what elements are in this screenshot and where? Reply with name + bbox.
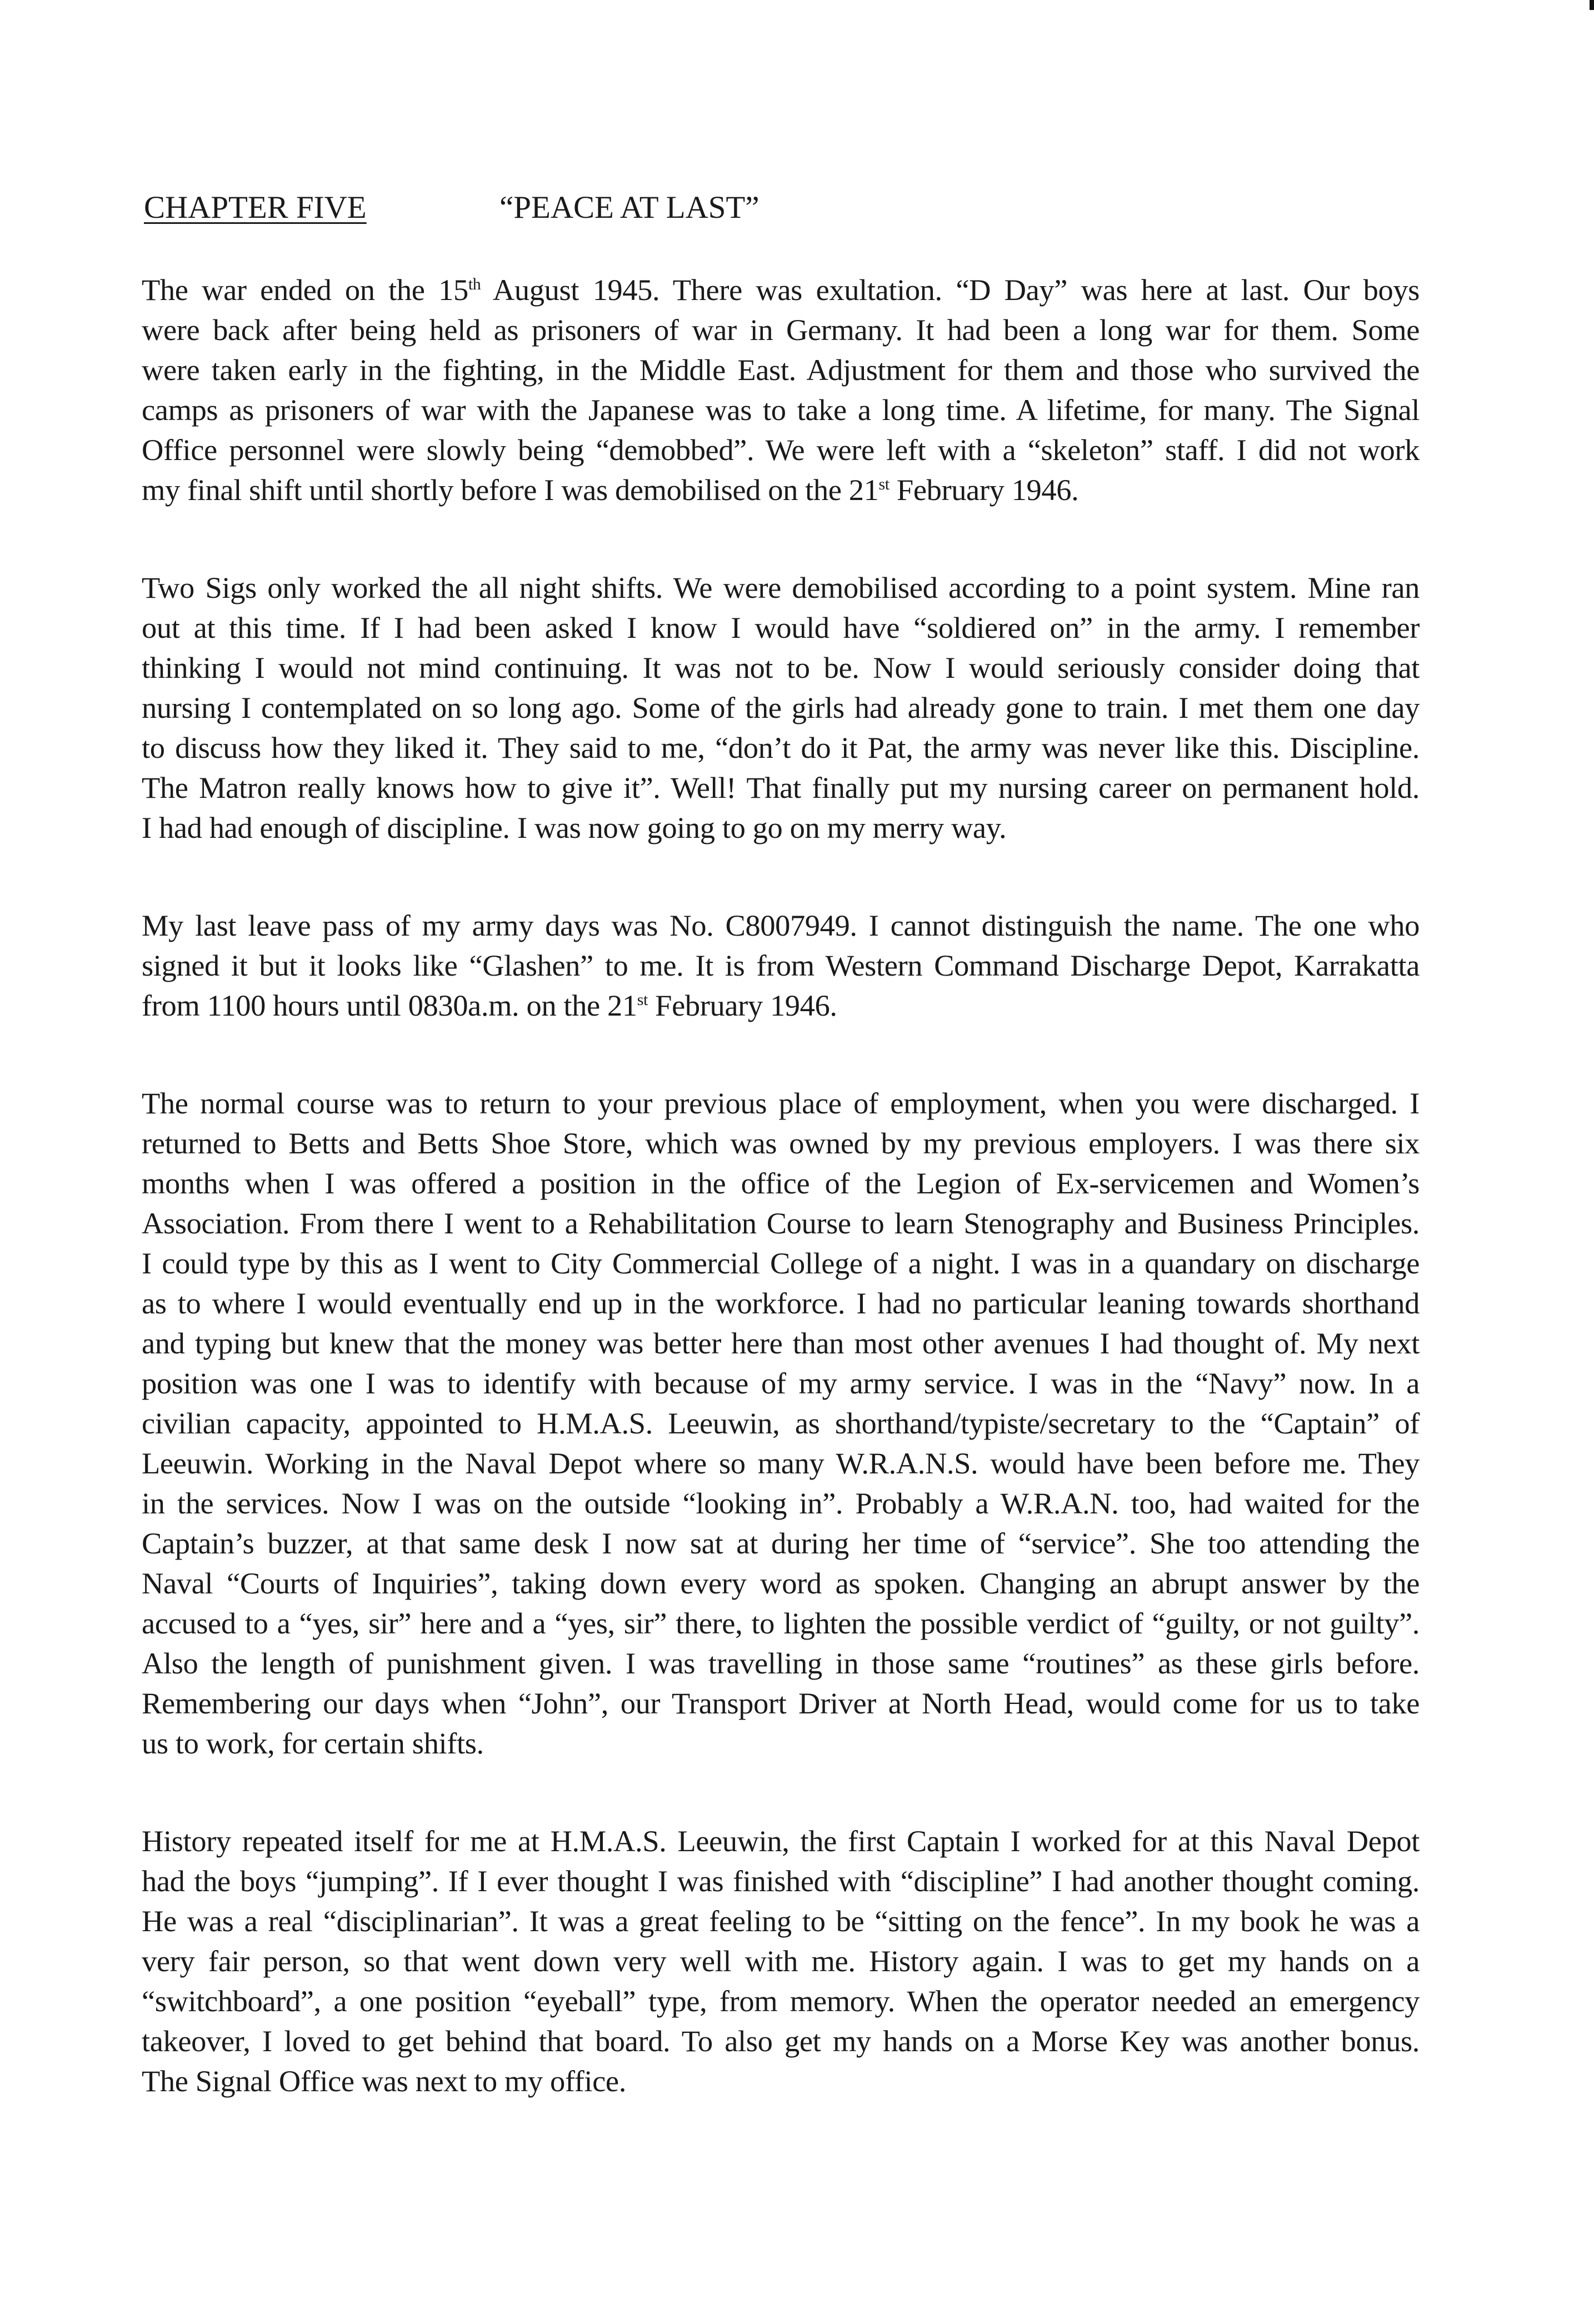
text-run: Office personnel were slowly being “demobbed”. We were left with a “skeleton” staff. I did not work [142,433,1420,467]
text-run: had the boys “jumping”. If I ever thought I was finished with “discipline” I had another thought coming. [142,1864,1420,1898]
text-line [142,1323,1420,1363]
text-line [142,1203,1420,1243]
text-line [142,1083,1420,1123]
text-line [142,1403,1420,1443]
text-run: and typing but knew that the money was better here than most other avenues I had thought of. My next [142,1326,1420,1361]
text-run: in the services. Now I was on the outside “looking in”. Probably a W.R.A.N. too, had waited for the [142,1486,1420,1521]
text-run: returned to Betts and Betts Shoe Store, which was owned by my previous employers. I was there six [142,1126,1420,1161]
text-line [142,2061,1420,2101]
text-run: Captain’s buzzer, at that same desk I now sat at during her time of “service”. She too attending the [142,1526,1420,1561]
text-run: My last leave pass of my army days was No. C8007949. I cannot distinguish the name. The one who [142,908,1420,943]
text-line [142,1123,1420,1163]
text-run: us to work, for certain shifts. [142,1726,484,1761]
ordinal-suffix: th [468,275,481,294]
text-line [142,1363,1420,1403]
paragraph [142,568,1420,848]
text-run: civilian capacity, appointed to H.M.A.S. Leeuwin, as shorthand/typiste/secretary to the “Captain” of [142,1406,1420,1441]
text-run: The normal course was to return to your previous place of employment, when you were discharged. I [142,1086,1420,1121]
text-line [142,1901,1420,1941]
text-line [142,1563,1420,1603]
text-line [142,728,1420,768]
text-run: my final shift until shortly before I was demobilised on the 21 [142,473,879,507]
ordinal-suffix: st [878,475,890,494]
text-run: Leeuwin. Working in the Naval Depot where so many W.R.A.N.S. would have been before me. They [142,1446,1420,1481]
chapter-label: CHAPTER FIVE [144,190,367,225]
text-run: position was one I was to identify with because of my army service. I was in the “Navy” now. In a [142,1366,1420,1401]
text-run: takeover, I loved to get behind that board. To also get my hands on a Morse Key was another bonus. [142,2024,1420,2058]
text-run: Also the length of punishment given. I was travelling in those same “routines” as these girls before. [142,1646,1420,1681]
chapter-heading [144,189,1420,227]
text-run: I had had enough of discipline. I was now going to go on my merry way. [142,811,1007,845]
paragraph [142,270,1420,510]
text-line [142,1243,1420,1283]
text-run: signed it but it looks like “Glashen” to me. It is from Western Command Discharge Depot, Karrakatta [142,948,1420,983]
text-line [142,986,1420,1026]
text-run: The Matron really knows how to give it”. Well! That finally put my nursing career on permanent hold. [142,771,1420,805]
scan-edge-mark [1590,0,1594,10]
text-line [142,350,1420,390]
text-run: History repeated itself for me at H.M.A.S. Leeuwin, the first Captain I worked for at this Naval Depot [142,1824,1420,1858]
text-run: out at this time. If I had been asked I know I would have “soldiered on” in the army. I remember [142,611,1420,645]
text-line [142,470,1420,510]
text-line [142,648,1420,688]
text-line [142,1643,1420,1683]
text-run: Remembering our days when “John”, our Transport Driver at North Head, would come for us to take [142,1686,1420,1721]
text-run: He was a real “disciplinarian”. It was a great feeling to be “sitting on the fence”. In my book he was a [142,1904,1420,1938]
text-line [142,1723,1420,1763]
text-run: from 1100 hours until 0830a.m. on the 21 [142,988,637,1023]
text-run: February 1946. [647,988,837,1023]
text-line [142,1483,1420,1523]
paragraph [142,1083,1420,1763]
text-run: accused to a “yes, sir” here and a “yes, sir” there, to lighten the possible verdict of “guilty, or not guilty”. [142,1606,1420,1641]
text-run: were back after being held as prisoners of war in Germany. It had been a long war for them. Some [142,313,1420,347]
paragraph [142,906,1420,1026]
text-line [142,1683,1420,1723]
text-line [142,1861,1420,1901]
text-line [142,768,1420,808]
text-run: “switchboard”, a one position “eyeball” type, from memory. When the operator needed an emergency [142,1984,1420,2018]
text-line [142,568,1420,608]
text-run: Association. From there I went to a Rehabilitation Course to learn Stenography and Business Principles. [142,1206,1420,1241]
text-line [142,1163,1420,1203]
text-line [142,808,1420,848]
text-line [142,688,1420,728]
document-page [142,189,1420,2159]
text-line [142,310,1420,350]
text-run: I could type by this as I went to City Commercial College of a night. I was in a quandary on discharge [142,1246,1420,1281]
text-run: very fair person, so that went down very well with me. History again. I was to get my hands on a [142,1944,1420,1978]
text-run: The Signal Office was next to my office. [142,2064,626,2098]
text-line [142,1981,1420,2021]
text-run: Naval “Courts of Inquiries”, taking down every word as spoken. Changing an abrupt answer by the [142,1566,1420,1601]
text-run: to discuss how they liked it. They said to me, “don’t do it Pat, the army was never like this. Discipline. [142,731,1420,765]
text-run: The war ended on the 15 [142,273,468,307]
text-run: February 1946. [889,473,1079,507]
text-line [142,270,1420,310]
text-line [142,390,1420,430]
text-line [142,1603,1420,1643]
text-line [142,946,1420,986]
text-line [142,608,1420,648]
ordinal-suffix: st [637,991,648,1009]
text-line [142,1941,1420,1981]
text-run: camps as prisoners of war with the Japanese was to take a long time. A lifetime, for many. The Signal [142,393,1420,427]
text-run: were taken early in the fighting, in the Middle East. Adjustment for them and those who survived the [142,353,1420,387]
text-run: August 1945. There was exultation. “D Day” was here at last. Our boys [481,273,1420,307]
paragraph [142,1821,1420,2101]
text-run: as to where I would eventually end up in the workforce. I had no particular leaning towards shorthand [142,1286,1420,1321]
text-run: thinking I would not mind continuing. It was not to be. Now I would seriously consider doing that [142,651,1420,685]
text-line [142,1523,1420,1563]
text-run: months when I was offered a position in the office of the Legion of Ex-servicemen and Women’s [142,1166,1420,1201]
body-text [142,270,1420,2101]
text-run: Two Sigs only worked the all night shifts. We were demobilised according to a point system. Mine ran [142,571,1420,605]
text-line [142,430,1420,470]
text-line [142,1821,1420,1861]
text-line [142,1283,1420,1323]
text-line [142,1443,1420,1483]
text-run: nursing I contemplated on so long ago. Some of the girls had already gone to train. I met them one day [142,691,1420,725]
text-line [142,2021,1420,2061]
chapter-title: “PEACE AT LAST” [499,190,759,225]
text-line [142,906,1420,946]
